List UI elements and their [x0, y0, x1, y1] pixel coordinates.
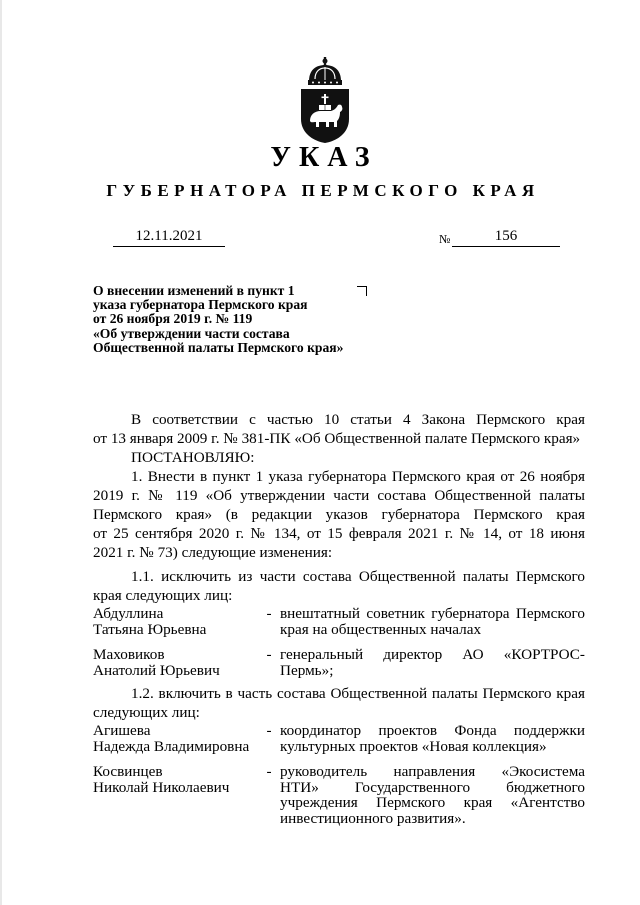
- text-line: Пермского края» (в редакции указов губернатора Пермского края: [93, 506, 585, 523]
- excluded-person-1: [93, 606, 585, 638]
- role-line: руководитель направления «Экосистема: [280, 763, 585, 780]
- person-name: [93, 647, 263, 678]
- text-line: края следующих лиц:: [93, 587, 233, 604]
- role-line: учреждения Пермского края «Агентство: [280, 794, 585, 811]
- text-line: от 25 сентября 2020 г. № 134, от 15 февраля 2021 г. № 14, от 18 июня: [93, 525, 585, 542]
- perm-krai-coat-of-arms-icon: [295, 55, 355, 145]
- item-1-1-paragraph: [93, 567, 585, 605]
- role-line: края на общественных началах: [280, 620, 482, 638]
- person-role: [280, 647, 585, 678]
- document-subtitle: ГУБЕРНАТОРА ПЕРМСКОГО КРАЯ: [106, 181, 540, 200]
- heading-line: указа губернатора Пермского края: [93, 297, 308, 313]
- person-role: [280, 764, 585, 826]
- text-line: от 13 января 2009 г. № 381-ПК «Об Общественной палате Пермского края»: [93, 430, 581, 447]
- given-names: Надежда Владимировна: [93, 737, 250, 755]
- role-line: культурных проектов «Новая коллекция»: [280, 737, 547, 755]
- decree-date: 12.11.2021: [113, 227, 225, 247]
- heading-line: от 26 ноября 2019 г. № 119: [93, 311, 253, 327]
- item-1-2-paragraph: [93, 684, 585, 722]
- number-sign: №: [439, 232, 451, 246]
- given-names: Татьяна Юрьевна: [93, 620, 207, 638]
- included-person-1: [93, 723, 585, 755]
- text-line: 1.1. исключить из части состава Общественной палаты Пермского: [131, 568, 585, 585]
- person-role: [280, 723, 585, 754]
- text-line: 2021 г. № 73) следующие изменения:: [93, 544, 333, 561]
- person-name: [93, 764, 263, 795]
- given-names: Анатолий Юрьевич: [93, 661, 220, 679]
- text-line: В соответствии с частью 10 статьи 4 Закона Пермского края: [131, 411, 585, 428]
- person-role: [280, 606, 585, 637]
- surname: Косвинцев: [93, 763, 163, 780]
- document-title: УКАЗ: [270, 142, 378, 173]
- intro-paragraph: [93, 410, 585, 448]
- dash: -: [266, 722, 272, 739]
- decree-word: [93, 448, 585, 467]
- dash: -: [266, 605, 272, 622]
- text-line: следующих лиц:: [93, 704, 200, 721]
- given-names: Николай Николаевич: [93, 778, 230, 796]
- surname: Абдуллина: [93, 605, 164, 622]
- dash: -: [266, 646, 272, 663]
- scan-edge: [0, 0, 2, 905]
- role-line: генеральный директор АО «КОРТРОС-: [280, 646, 585, 663]
- heading-line: Общественной палаты Пермского края»: [93, 339, 344, 355]
- role-line: инвестиционного развития».: [280, 809, 466, 827]
- dash: -: [266, 763, 272, 780]
- text-line: 1.2. включить в часть состава Общественной палаты Пермского края: [131, 685, 585, 702]
- person-name: [93, 723, 263, 754]
- item-1-paragraph: [93, 467, 585, 562]
- decree-heading: [93, 284, 393, 355]
- heading-line: О внесении изменений в пункт 1: [93, 283, 295, 298]
- role-line: координатор проектов Фонда поддержки: [280, 722, 585, 739]
- heading-corner-mark: [357, 286, 367, 296]
- text-line: 2019 г. № 119 «Об утверждении части состава Общественной палаты: [93, 487, 585, 504]
- surname: Агишева: [93, 722, 151, 739]
- included-person-2: [93, 764, 585, 828]
- role-line: НТИ» Государственного бюджетного: [280, 778, 585, 796]
- person-name: [93, 606, 263, 637]
- decree-number: 156: [452, 227, 560, 247]
- surname: Маховиков: [93, 646, 165, 663]
- role-line: Пермь»;: [280, 661, 334, 679]
- excluded-person-2: [93, 647, 585, 679]
- heading-line: «Об утверждении части состава: [93, 325, 290, 341]
- text-line: 1. Внести в пункт 1 указа губернатора Пермского края от 26 ноября: [131, 468, 585, 485]
- role-line: внештатный советник губернатора Пермского: [280, 605, 585, 622]
- text-line: ПОСТАНОВЛЯЮ:: [131, 449, 255, 466]
